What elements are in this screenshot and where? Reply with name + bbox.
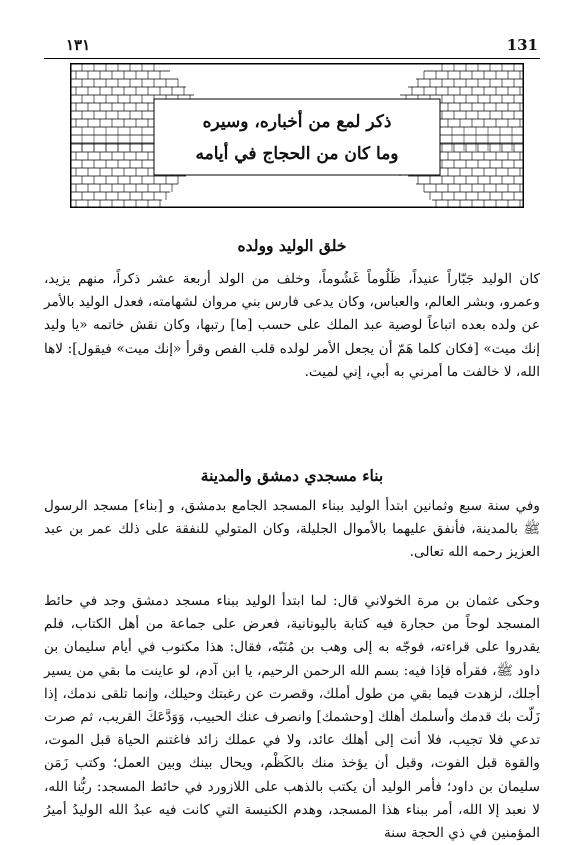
chapter-title-line-1: ذكر لمع من أخباره، وسيره: [202, 112, 392, 132]
section-2-paragraph-1: وفي سنة سبع وثمانين ابتدأ الوليد ببناء المسجد الجامع بدمشق، و [بناء] مسجد الرسول ﷺ بالمدينة، فأنفق عليهما بالأموال الجليلة، وكان المتولي للنفقة على ذلك عمر بن عبد العزيز رحمه الله تعالى.: [44, 498, 540, 561]
header-rule: [44, 58, 540, 59]
page-number-arabic: ١٣١: [66, 36, 91, 54]
section-1-paragraph: كان الوليد جَبّاراً عنيداً، ظَلُوماً غَشُوماً، وخلف من الولد أربعة عشر ذكراً، منهم يزيد، وعمرو، وبشر العالم، والعباس، وكان يدعى فارس بني مروان لشهامته، فعدل الوليد بالأمر عن ولده بعده اتباعاً لوصية عبد الملك على حسب [ما] رتبها، وكان نقش خاتمه «يا وليد إنك ميت» [فكان كلما هَمّ أن يجعل الأمر لولده قلب الفص وقرأ «إنك ميت» فيقول]: لاها الله، لا خالفت ما أمرني به أبي، إني لميت.: [44, 271, 540, 380]
section-heading-1: خلق الوليد وولده: [237, 236, 347, 255]
section-2-paragraph-2: وحكى عثمان بن مرة الخولاني قال: لما ابتدأ الوليد ببناء مسجد دمشق وجد في حائط المسجد لوحاً من حجارة فيه كتابة باليونانية، فعرض على جماعة من أهل الكتاب، فلم يقدروا على قراءته، فوجّه به إلى وهب بن مُنَبّه، فقال: هذا مكتوب في أيام سليمان بن داود ﷺ، فقرأه فإذا فيه: بسم الله الرحمن الرحيم، يا ابن آدم، لو عاينت ما بقي من يسير أجلك، لزهدت فيما بقي من طول أملك، وقصرت عن رغبتك وحيلك، وإنما تلقى ندمك، إذا زَلّت بك قدمك وأسلمك أهلك [وحشمك] وانصرف عنك الحبيب، وَوَدَّعَكَ القريب، ثم صرت تدعي فلا تجيب، فلا أنت إلى أهلك عائد، ولا في عملك زائد فاغتنم الحياة قبل الموت، والقوة قبل الفوت، وقبل أن يؤخذ منك بالكَظْم، ويحال بينك وبين العمل؛ وكتب زَمَن سليمان بن داود؛ فأمر الوليد أن يكتب بالذهب على اللازورد في حائط المسجد: ربُّنا الله، لا نعبد إلا الله، أمر ببناء هذا المسجد، وهدم الكنيسة التي كانت فيه عبدُ الله الوليدُ أميرُ المؤمنين في ذي الحجة سنة: [44, 593, 540, 842]
chapter-title-line-2: وما كان من الحجاج في أيامه: [195, 144, 399, 164]
section-heading-2: بناء مسجدي دمشق والمدينة: [200, 466, 384, 485]
page-number: 131: [506, 36, 538, 54]
chapter-banner: [70, 63, 524, 208]
